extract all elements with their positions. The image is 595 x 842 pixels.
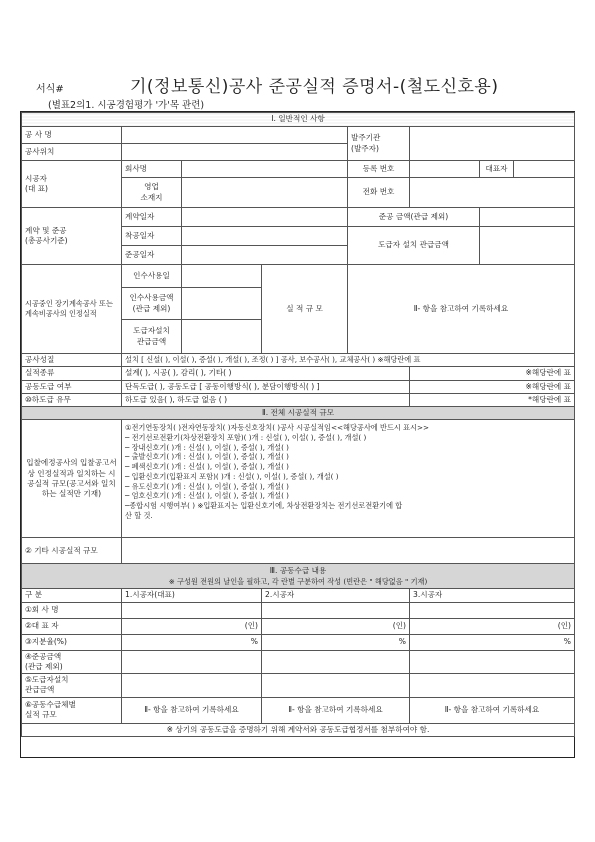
section-3-note: ※ 구성원 전원의 날인을 필하고, 각 란별 구분하여 작성 (빈란은 " 해당없음 " 기재)	[168, 576, 428, 586]
client-label: 발주기관 (발주자)	[348, 127, 410, 161]
member-col-3: 3.시공자	[410, 589, 575, 602]
seal-mark-3[interactable]: (인)	[410, 618, 575, 634]
office-field[interactable]	[182, 178, 348, 208]
office-label-1: 영업	[144, 182, 159, 192]
reg-no-label: 등록 번호	[348, 161, 410, 178]
supplied-amount-field[interactable]	[182, 320, 262, 354]
takeover-amount-field[interactable]	[182, 288, 262, 320]
member-scale-ref-2: Ⅱ- 항을 참고하여 기록하세요	[262, 697, 410, 723]
seal-mark-2[interactable]: (인)	[262, 618, 410, 634]
company-label: 회사명	[122, 161, 182, 178]
member-supplied-field-1[interactable]	[122, 674, 262, 698]
subcon-note: *해당란에 표	[410, 393, 575, 406]
subcon-label: ⑩하도급 유무	[22, 393, 122, 406]
equipment-line: ─ 엄호신호기( )개 : 신설( ), 이설( ), 증설( ), 개설( )	[125, 491, 289, 501]
equipment-line: ─ 입환신호기(입환표지 포함)( )개 : 신설( ), 이설( ), 증설( ), 개설( )	[125, 471, 339, 481]
document-title: 기(정보통신)공사 준공실적 증명서-(철도신호용)	[130, 77, 499, 97]
scale-label: 실 적 규 모	[262, 265, 348, 354]
reg-no-field[interactable]	[410, 161, 480, 178]
member-name-field-3[interactable]	[410, 602, 575, 618]
start-date-label: 착공일자	[122, 227, 182, 246]
type-value[interactable]: 설계( ), 시공( ), 감리( ), 기타( )	[122, 367, 410, 380]
equipment-line: ─종합시험 시행여부( ) ※입환표지는 입환신호기에, 차상전환장치는 전기선로전환기에 합	[125, 501, 403, 510]
member-col-2: 2.시공자	[262, 589, 410, 602]
equipment-line: ─ 폐색신호기( )개 : 신설( ), 이설( ), 증설( ), 개설( )	[125, 462, 289, 472]
section-2-title: Ⅱ. 전체 시공실적 규모	[22, 407, 575, 420]
client-field[interactable]	[410, 127, 575, 161]
project-name-label: 공 사 명	[22, 127, 122, 144]
equipment-line: ─ 유도신호기( )개 : 신설( ), 이설( ), 증설( ), 개설( )	[125, 481, 289, 491]
contract-label: 계약 및 준공 (총공사기준)	[22, 208, 122, 265]
nature-value[interactable]: 설치 [ 신설( ), 이설( ), 증설( ), 개설( ), 조정( ) ] 공사, 보수공사( ), 교체공사( ) ※해당란에 표	[122, 354, 575, 367]
equipment-line: ─ 전기선로전환기(차상전환장치 포함)( )개 : 신설( ), 이설( ), 증설( ), 개설( )	[125, 432, 367, 442]
member-col-1: 1.시공자(대표)	[122, 589, 262, 602]
member-supplied-field-2[interactable]	[262, 674, 410, 698]
sub-amount-label: 도급자 설치 관급금액	[348, 227, 480, 265]
member-amount-field-2[interactable]	[262, 650, 410, 674]
company-field[interactable]	[182, 161, 348, 178]
division-label: 구 분	[22, 589, 122, 602]
performance-scope-label: 입찰에정공사의 입찰공고서상 인정실적과 일치하는 시공실적 규모(공고서와 일치하는 실적만 기재)	[22, 420, 122, 538]
contractor-label: 시공자 (대 표)	[22, 161, 122, 208]
joint-label: 공동도급 여부	[22, 380, 122, 393]
attachment-footer-note: ※ 상기의 공동도급을 증명하기 위해 계약서와 공동도급협정서를 첨부하여야 함.	[22, 723, 575, 736]
equipment-line: ─ 출발신호기( )개 : 신설( ), 이설( ), 증설( ), 개설( )	[125, 452, 289, 462]
other-performance-field[interactable]	[122, 538, 575, 564]
project-name-field[interactable]	[122, 127, 348, 144]
share-field-2[interactable]: %	[262, 634, 410, 650]
equipment-line: ─ 장내신호기( )개 : 신설( ), 이설( ), 증설( ), 개설( )	[125, 442, 289, 452]
subcon-value[interactable]: 하도급 있음( ), 하도급 없음 ( )	[122, 393, 410, 406]
section-1-title: Ⅰ. 일반적인 사항	[22, 113, 575, 127]
ceo-field[interactable]	[514, 161, 575, 178]
office-label-2: 소재지	[140, 192, 163, 202]
form-table	[21, 112, 575, 737]
long-term-label: 시공중인 장기계속공사 또는 계속비공사의 인정실적	[22, 265, 122, 354]
member-supplied-field-3[interactable]	[410, 674, 575, 698]
member-name-label: ①회 사 명	[22, 602, 122, 618]
certificate-form	[20, 111, 575, 758]
type-label: 실적종류	[22, 367, 122, 380]
equipment-line: 산 할 것.	[125, 510, 153, 520]
member-amount-label: ④준공금액 (관급 제외)	[22, 650, 122, 674]
takeover-date-label: 인수사용일	[122, 265, 182, 288]
other-performance-label: ② 기타 시공실적 규모	[22, 538, 122, 564]
member-scale-ref-3: Ⅱ- 항을 참고하여 기록하세요	[410, 697, 575, 723]
member-name-field-2[interactable]	[262, 602, 410, 618]
takeover-date-field[interactable]	[182, 265, 262, 288]
section-3-title: Ⅲ. 공동수급 내용	[269, 566, 327, 576]
share-field-3[interactable]: %	[410, 634, 575, 650]
type-note: ※해당란에 표	[410, 367, 575, 380]
member-supplied-label: ⑤도급자설치 관급금액	[22, 674, 122, 698]
document-header	[0, 0, 595, 112]
equipment-line: ①전기연동장치( )전자연동장치( )자동신호장치( )공사 시공실적임<<해당공사에 반드시 표시>>	[125, 423, 430, 433]
supplied-amount-label: 도급자설치 관급금액	[122, 320, 182, 354]
sub-amount-field[interactable]	[480, 227, 575, 265]
completion-amount-field[interactable]	[480, 208, 575, 227]
seal-mark-1[interactable]: (인)	[122, 618, 262, 634]
completion-amount-label: 준공 금액(관급 제외)	[348, 208, 480, 227]
start-date-field[interactable]	[182, 227, 348, 246]
member-scale-ref-1: Ⅱ- 항을 참고하여 기록하세요	[122, 697, 262, 723]
site-field[interactable]	[122, 144, 348, 161]
member-amount-field-1[interactable]	[122, 650, 262, 674]
phone-field[interactable]	[410, 178, 575, 208]
ceo-label: 대표자	[480, 161, 514, 178]
contract-date-field[interactable]	[182, 208, 348, 227]
signal-equipment-list[interactable]	[122, 420, 575, 538]
takeover-amount-label: 인수사용금액 (관급 제외)	[122, 288, 182, 320]
nature-label: 공사성질	[22, 354, 122, 367]
joint-value[interactable]: 단독도급( ), 공동도급 [ 공동이행방식( ), 분담이행방식( ) ]	[122, 380, 410, 393]
scale-ref-note: Ⅱ- 항을 참고하여 기록하세요	[348, 265, 575, 354]
phone-label: 전화 번호	[348, 178, 410, 208]
document-subtitle: (별표2의1. 시공경험평가 '가'목 관련)	[48, 100, 205, 111]
contract-date-label: 계약일자	[122, 208, 182, 227]
finish-date-label: 준공일자	[122, 246, 182, 265]
share-label: ③지분율(%)	[22, 634, 122, 650]
joint-note: ※해당란에 표	[410, 380, 575, 393]
member-amount-field-3[interactable]	[410, 650, 575, 674]
form-number: 서식#	[36, 84, 64, 95]
finish-date-field[interactable]	[182, 246, 348, 265]
share-field-1[interactable]: %	[122, 634, 262, 650]
member-scale-label: ⑥공동수급체별 실적 규모	[22, 697, 122, 723]
member-ceo-label: ②대 표 자	[22, 618, 122, 634]
site-label: 공사위치	[22, 144, 122, 161]
member-name-field-1[interactable]	[122, 602, 262, 618]
